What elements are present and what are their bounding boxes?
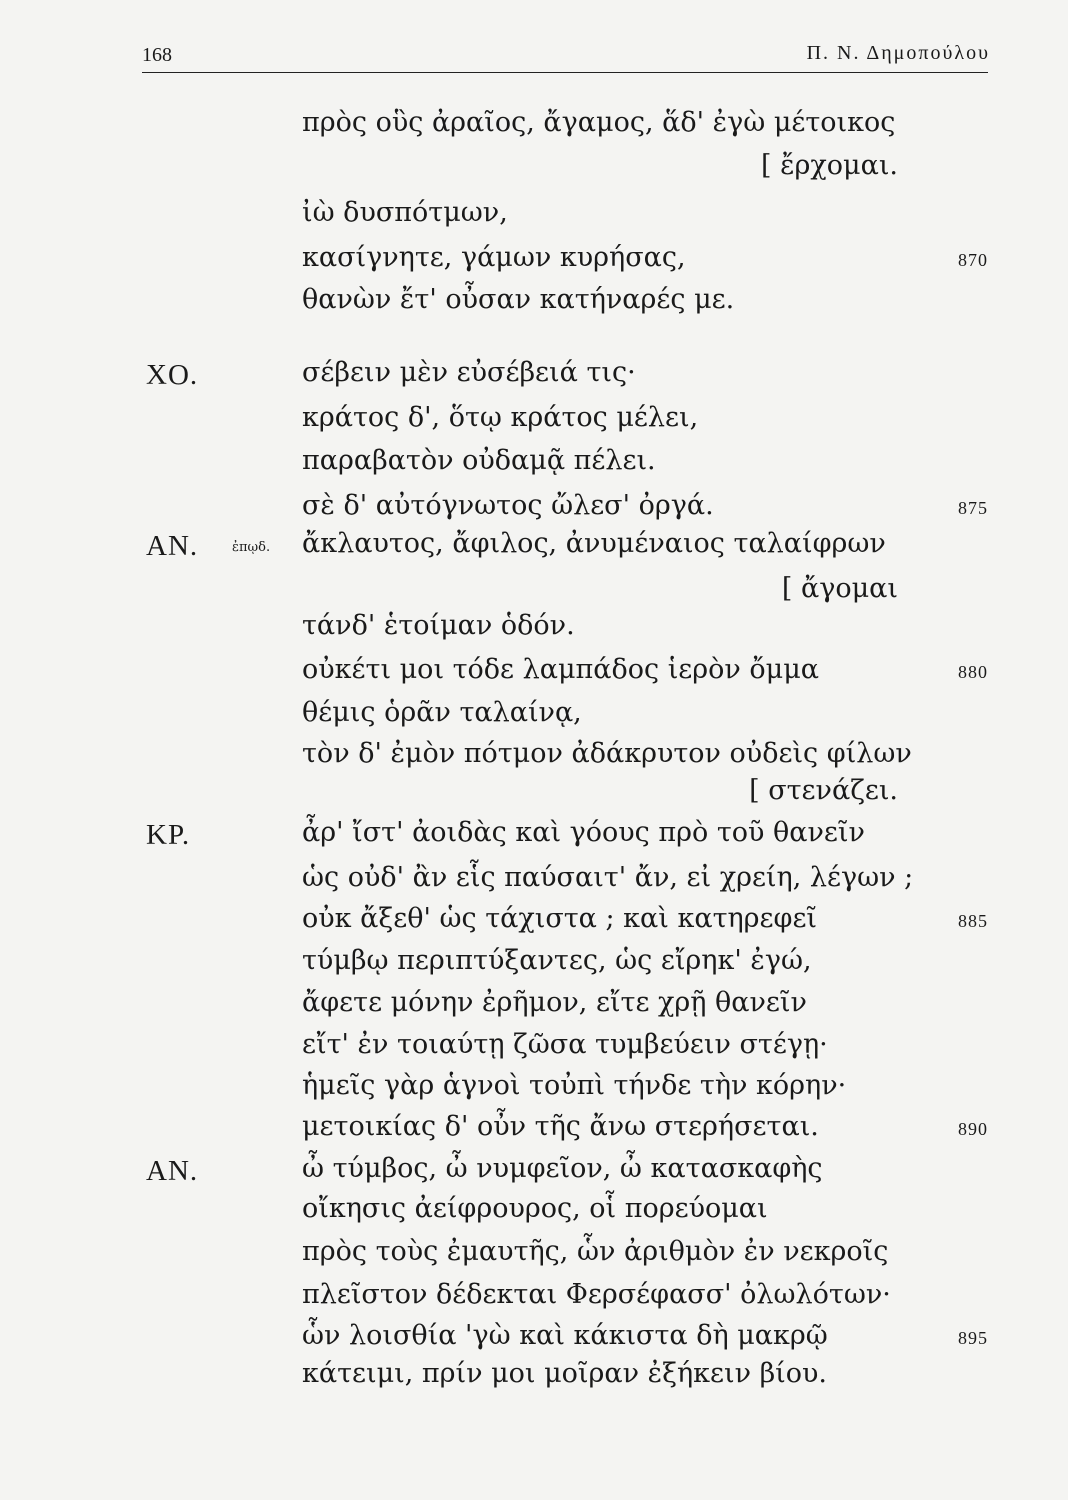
line-number: 885 <box>958 911 988 931</box>
speaker-label: ΧΟ. <box>146 359 199 391</box>
verse-text: εἴτ' ἐν τοιαύτῃ ζῶσα τυμβεύειν στέγῃ· <box>302 1029 828 1060</box>
verse-text: τὸν δ' ἐμὸν πότμον ἀδάκρυτον οὐδεὶς φίλων <box>302 738 912 769</box>
verse-text: [ ἔρχομαι. <box>760 150 898 181</box>
verse-text: κράτος δ', ὅτῳ κράτος μέλει, <box>302 402 699 433</box>
verse-text: θέμις ὁρᾶν ταλαίνᾳ, <box>302 697 582 728</box>
verse-text: [ ἄγομαι <box>781 573 898 604</box>
verse-text: κάτειμι, πρίν μοι μοῖραν ἐξήκειν βίου. <box>302 1358 828 1389</box>
verse-line <box>0 445 1068 485</box>
line-number: 875 <box>958 498 988 518</box>
verse-text: παραβατὸν οὐδαμᾷ πέλει. <box>302 445 656 476</box>
verse-line <box>0 242 1068 282</box>
verse-text: ἰὼ δυσπότμων, <box>302 197 508 228</box>
verse-line <box>0 107 1068 147</box>
verse-text: σὲ δ' αὐτόγνωτος ὤλεσ' ὀργά. <box>302 490 714 521</box>
speaker-label: ΚΡ. <box>146 819 191 851</box>
verse-text: ἄκλαυτος, ἄφιλος, ἀνυμέναιος ταλαίφρων <box>302 528 886 559</box>
verse-line <box>0 775 1068 815</box>
verse-line <box>0 1358 1068 1398</box>
verse-text: ἆρ' ἴστ' ἀοιδὰς καὶ γόους πρὸ τοῦ θανεῖν <box>302 817 865 848</box>
verse-text: τάνδ' ἑτοίμαν ὁδόν. <box>302 610 575 641</box>
verse-text: κασίγνητε, γάμων κυρήσας, <box>302 242 686 273</box>
verse-line <box>0 862 1068 902</box>
speaker-label: ΑΝ. <box>146 530 199 562</box>
verse-line <box>0 402 1068 442</box>
verse-line <box>0 738 1068 778</box>
line-number: 895 <box>958 1328 988 1348</box>
header-rule <box>142 72 988 73</box>
verse-line <box>0 697 1068 737</box>
verse-line <box>0 1111 1068 1151</box>
verse-text: σέβειν μὲν εὐσέβειά τις· <box>302 357 636 388</box>
verse-text: πρὸς τοὺς ἐμαυτῆς, ὧν ἀριθμὸν ἐν νεκροῖς <box>302 1236 889 1267</box>
line-number: 870 <box>958 250 988 270</box>
line-number: 880 <box>958 662 988 682</box>
verse-line <box>0 528 1068 568</box>
speaker-label: ΑΝ. <box>146 1155 199 1187</box>
verse-line <box>0 150 1068 190</box>
verse-text: οὐκ ἄξεθ' ὡς τάχιστα ; καὶ κατηρεφεῖ <box>302 903 818 934</box>
verse-line <box>0 987 1068 1027</box>
verse-line <box>0 1279 1068 1319</box>
verse-line <box>0 1193 1068 1233</box>
verse-line <box>0 610 1068 650</box>
verse-text: πρὸς οὓς ἀραῖος, ἄγαμος, ἅδ' ἐγὼ μέτοικος <box>302 107 896 138</box>
verse-line <box>0 490 1068 530</box>
verse-text: μετοικίας δ' οὖν τῆς ἄνω στερήσεται. <box>302 1111 819 1142</box>
verse-text: οὐκέτι μοι τόδε λαμπάδος ἱερὸν ὄμμα <box>302 654 819 685</box>
verse-line <box>0 1070 1068 1110</box>
verse-text: ἡμεῖς γὰρ ἁγνοὶ τοὐπὶ τήνδε τὴν κόρην· <box>302 1070 847 1101</box>
verse-text: ἄφετε μόνην ἐρῆμον, εἴτε χρῇ θανεῖν <box>302 987 807 1018</box>
verse-line <box>0 1029 1068 1069</box>
verse-text: πλεῖστον δέδεκται Φερσέφασσ' ὀλωλότων· <box>302 1279 891 1310</box>
verse-text: τύμβῳ περιπτύξαντες, ὡς εἴρηκ' ἐγώ, <box>302 945 812 976</box>
verse-line <box>0 945 1068 985</box>
line-number: 890 <box>958 1119 988 1139</box>
verse-line <box>0 573 1068 613</box>
running-head: Π. Ν. Δημοπούλου <box>806 42 990 64</box>
verse-text: οἴκησις ἀείφρουρος, οἷ πορεύομαι <box>302 1193 768 1224</box>
verse-line <box>0 903 1068 943</box>
verse-line <box>0 654 1068 694</box>
verse-line <box>0 1236 1068 1276</box>
verse-text: ὡς οὐδ' ἂν εἷς παύσαιτ' ἄν, εἰ χρείη, λέγων ; <box>302 862 914 893</box>
verse-line <box>0 197 1068 237</box>
verse-text: θανὼν ἔτ' οὖσαν κατήναρές με. <box>302 284 735 315</box>
verse-line <box>0 1320 1068 1360</box>
verse-line <box>0 817 1068 857</box>
page-number: 168 <box>142 44 172 66</box>
verse-line <box>0 357 1068 397</box>
verse-text: ὦ τύμβος, ὦ νυμφεῖον, ὦ κατασκαφὴς <box>302 1153 823 1184</box>
verse-line <box>0 284 1068 324</box>
verse-text: ὧν λοισθία 'γὼ καὶ κάκιστα δὴ μακρῷ <box>302 1320 828 1351</box>
meter-label: ἐπῳδ. <box>232 540 271 555</box>
verse-line <box>0 1153 1068 1193</box>
verse-text: [ στενάζει. <box>749 775 898 806</box>
